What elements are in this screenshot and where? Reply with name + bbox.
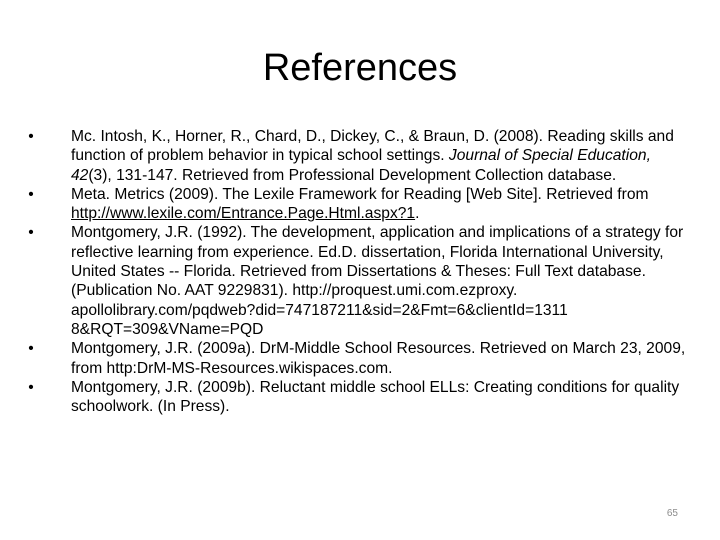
reference-item-montgomery-2009b [24, 378, 694, 417]
reference-text: Mc. Intosh, K., Horner, R., Chard, D., Dickey, C., & Braun, D. (2008). Reading skills and function of problem behavior in typical school settings. [71, 128, 674, 165]
bullet-icon: • [28, 185, 34, 203]
reference-item-montgomery-1992 [24, 223, 694, 339]
reference-text: Meta. Metrics (2009). The Lexile Framework for Reading [Web Site]. Retrieved from [71, 185, 649, 203]
reference-text: Montgomery, J.R. (2009a). DrM-Middle School Resources. Retrieved on March 23, 2009, from http:DrM-MS-Resources.wikispaces.com. [71, 340, 686, 377]
reference-text: Montgomery, J.R. (1992). The development, application and implications of a strategy for reflective learning from experience. Ed.D. dissertation, Florida International University, United States -- Florida. Retrieved from Dissertations & Theses: Full Text database. (Publication No. AAT 9229831). http://proquest.umi.com.ezproxy. apollolibrary.com/pqdweb?did=747187211&sid=2&Fmt=6&clientId=1311 8&RQT=309&VName=PQD [71, 224, 684, 338]
lexile-link[interactable]: http://www.lexile.com/Entrance.Page.Html.aspx?1 [71, 205, 416, 223]
reference-item-mcintosh-2008 [24, 127, 694, 185]
bullet-icon: • [28, 128, 34, 145]
bullet-icon: • [28, 224, 34, 242]
slide-title: References [262, 47, 458, 89]
bullet-icon: • [28, 378, 34, 396]
bullet-icon: • [28, 340, 34, 358]
reference-text: Montgomery, J.R. (2009b). Reluctant middle school ELLs: Creating conditions for quality schoolwork. (In Press). [71, 378, 680, 416]
slide-number: 65 [666, 508, 678, 519]
reference-text: (3), 131-147. Retrieved from Professional Development Collection database. [88, 166, 617, 184]
reference-item-montgomery-2009a [24, 339, 694, 378]
reference-list [24, 127, 694, 416]
reference-item-metametrics-2009 [24, 185, 694, 224]
journal-title: Journal of Special Education, 42 [71, 147, 651, 184]
reference-text: . [415, 205, 420, 223]
